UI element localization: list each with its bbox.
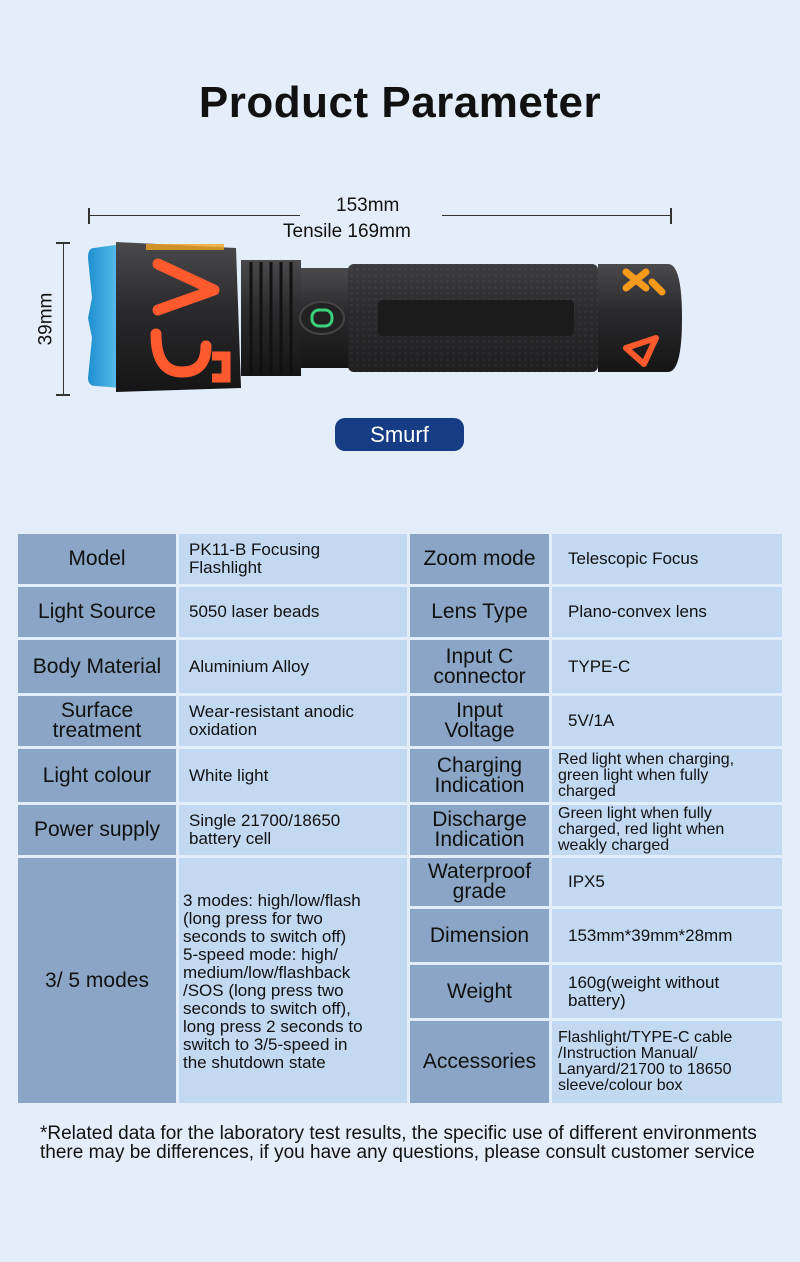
light-colour-value: White light <box>179 749 407 802</box>
disclaimer-note: *Related data for the laboratory test results, the specific use of different environments there may be differences, if you have any questions, please consult customer service <box>40 1123 757 1163</box>
surface-value: Wear-resistant anodic oxidation <box>179 696 407 746</box>
zoom-label: Zoom mode <box>410 534 549 584</box>
connector-label: Input C connector <box>410 640 549 693</box>
lens-type-label: Lens Type <box>410 587 549 637</box>
lens-type-value: Plano-convex lens <box>552 587 782 637</box>
model-label: Model <box>18 534 176 584</box>
light-source-value: 5050 laser beads <box>179 587 407 637</box>
model-value: PK11-B Focusing Flashlight <box>179 534 407 584</box>
dimension-label: Dimension <box>410 909 549 962</box>
light-colour-label: Light colour <box>18 749 176 802</box>
accessories-label: Accessories <box>410 1021 549 1103</box>
power-supply-label: Power supply <box>18 805 176 855</box>
length-label: 153mm <box>336 195 400 216</box>
zoom-value: Telescopic Focus <box>552 534 782 584</box>
accessories-value: Flashlight/TYPE-C cable /Instruction Manual/ Lanyard/21700 to 18650 sleeve/colour box <box>552 1021 782 1103</box>
modes-value: 3 modes: high/low/flash (long press for two seconds to switch off) 5-speed mode: high/ medium/low/flashback /SOS (long press two seconds to switch off), long press 2 seconds to switch to 3/5-speed in the shutdown state <box>179 858 407 1103</box>
dimension-value: 153mm*39mm*28mm <box>552 909 782 962</box>
voltage-value: 5V/1A <box>552 696 782 746</box>
charging-value: Red light when charging, green light when fully charged <box>552 749 782 802</box>
weight-label: Weight <box>410 965 549 1018</box>
flashlight-illustration <box>86 238 686 398</box>
discharge-value: Green light when fully charged, red light when weakly charged <box>552 805 782 855</box>
charging-label: Charging Indication <box>410 749 549 802</box>
tensile-label: Tensile 169mm <box>283 221 411 242</box>
body-material-value: Aluminium Alloy <box>179 640 407 693</box>
power-switch-icon <box>300 302 344 334</box>
diameter-label: 39mm <box>35 292 57 346</box>
waterproof-value: IPX5 <box>552 858 782 906</box>
voltage-label: Input Voltage <box>410 696 549 746</box>
modes-label: 3/ 5 modes <box>18 858 176 1103</box>
surface-label: Surface treatment <box>18 696 176 746</box>
discharge-label: Discharge Indication <box>410 805 549 855</box>
body-material-label: Body Material <box>18 640 176 693</box>
weight-value: 160g(weight without battery) <box>552 965 782 1018</box>
connector-value: TYPE-C <box>552 640 782 693</box>
variant-badge: Smurf <box>335 418 464 451</box>
page-title: Product Parameter <box>198 78 602 127</box>
light-source-label: Light Source <box>18 587 176 637</box>
power-supply-value: Single 21700/18650 battery cell <box>179 805 407 855</box>
waterproof-label: Waterproof grade <box>410 858 549 906</box>
